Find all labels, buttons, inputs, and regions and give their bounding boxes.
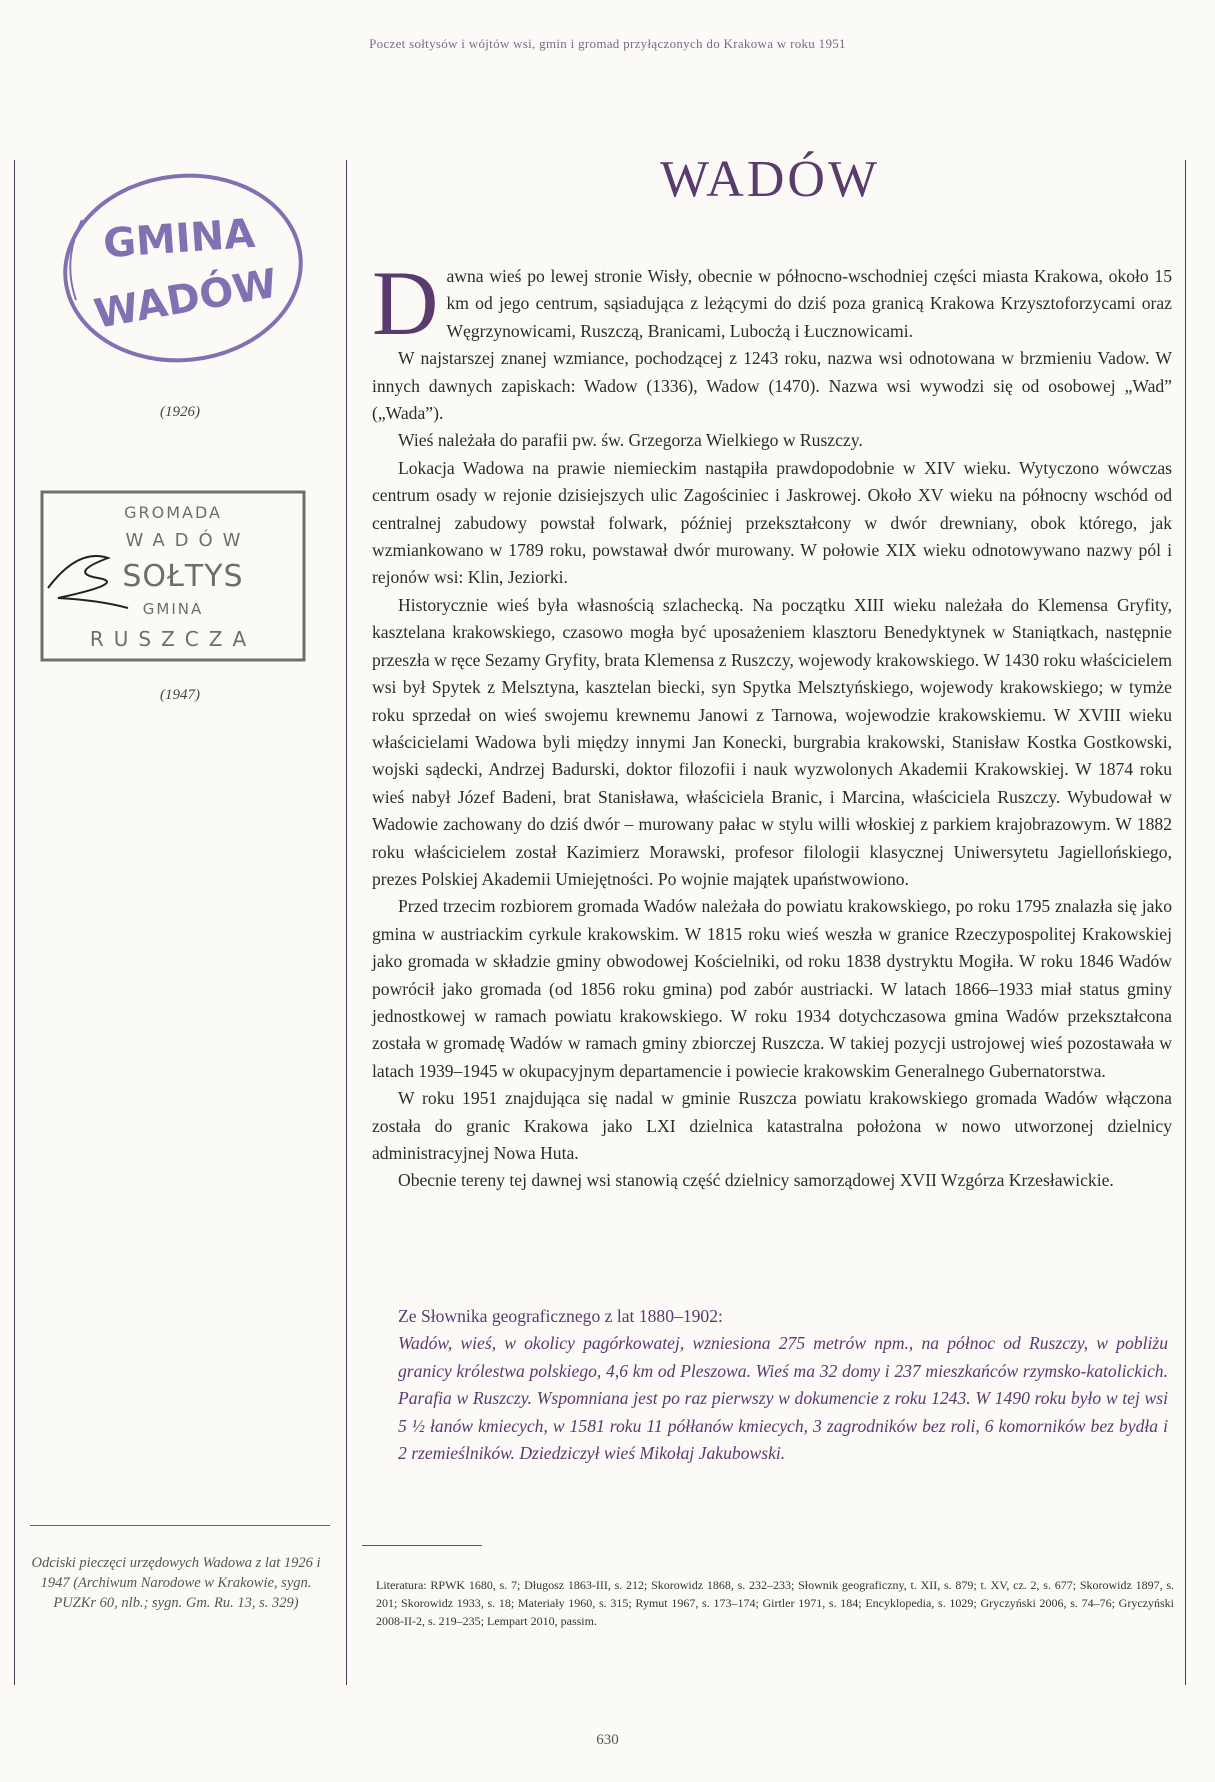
quote-intro: Ze Słownika geograficznego z lat 1880–1902: <box>398 1306 723 1326</box>
stamp-1926-line-2: WADÓW <box>90 260 281 338</box>
signature-scribble <box>48 556 128 608</box>
page-number: 630 <box>596 1732 619 1748</box>
column-divider-rule <box>346 160 347 1685</box>
left-caption-rule <box>30 1525 330 1526</box>
paragraph-4: Lokacja Wadowa na prawie niemieckim nastąpiła prawdopodobnie w XIV wieku. Wytyczono wówczas centrum osady w rejonie dzisiejszych ulic Zagościniec i Jaskrowej. Około XV wieku na północny wschód od centralnej zabudowy powstał folwark, później przekształcony w dwór drewniany, obok którego, jak wzmiankowano w 1789 roku, powstawał dwór murowany. W połowie XIX wieku odnotowywano nazwy pól i rejonów wsi: Klin, Jeziorki. <box>372 457 1172 588</box>
left-border-rule <box>14 160 15 1685</box>
dictionary-quote <box>398 1303 1168 1467</box>
paragraph-7: W roku 1951 znajdująca się nadal w gminie Ruszcza powiatu krakowskiego gromada Wadów włączona została do granic Krakowa jako LXI dzielnica katastralna położona w nowo utworzonej dzielnicy administracyjnej Nowa Huta. <box>372 1088 1172 1163</box>
stamp-1926-caption: (1926) <box>160 404 200 420</box>
stamp-1947-line-1: GROMADA <box>124 503 222 522</box>
stamp-1947-line-5: RUSZCZA <box>89 627 257 651</box>
page-title: WADÓW <box>659 151 881 208</box>
paragraph-1: Dawna wieś po lewej stronie Wisły, obecnie w północno-wschodniej części miasta Krakowa, około 15 km od jego centrum, sąsiadująca z leżącymi do dziś poza granicą Krakowa Krzysztoforzycami oraz Węgrzynowicami, Ruszczą, Branicami, Lubocżą i Łucznowicami. <box>372 252 1172 354</box>
stamp-1926-line-1: GMINA <box>101 210 257 268</box>
paragraph-5: Historycznie wieś była własnością szlachecką. Na początku XIII wieku należała do Klemensa Gryfity, kasztelana krakowskiego, czasowo mogła być uposażeniem klasztoru Benedyktynek w Staniątkach, następnie przeszła w ręce Sezamy Gryfity, brata Klemensa z Ruszczy, wojewody krakowskiego. W 1430 roku właścicielem wsi był Spytek z Melsztyna, kasztelan biecki, syn Spytka Melsztyńskiego, wojewody krakowskiego; w tymże roku sprzedał on wieś swojemu krewnemu Janowi z Tarnowa, wojewodzie krakowskiemu. W XVIII wieku właścicielami Wadowa byli między innymi Jan Konecki, burgrabia krakowski, Stanisław Kostka Gostkowski, wojski sądecki, Andrzej Badurski, doktor filozofii i nauk wyzwolonych Akademii Krakowskiej. W 1874 roku wieś nabył Józef Badeni, brat Stanisława, właściciela Branic, i Marcina, właściciela Ruszczy. Wybudował w Wadowie zachowany do dziś dwór – murowany pałac w stylu willi włoskiej z parkiem krajobrazowym. W 1882 roku właścicielem został Kazimierz Morawski, profesor filologii klasycznej Uniwersytetu Jagiellońskiego, prezes Polskiej Akademii Umiejętności. Po wojnie majątek upaństwowiono. <box>372 594 1172 889</box>
stamps-caption: Odciski pieczęci urzędowych Wadowa z lat 1926 i 1947 (Archiwum Narodowe w Krakowie, sygn. PUZKr 60, nlb.; sygn. Gm. Ru. 13, s. 329) <box>31 1555 321 1611</box>
drop-cap: D <box>372 252 439 354</box>
stamp-1947-image <box>38 488 308 664</box>
stamp-1947-line-2: WADÓW <box>125 530 251 551</box>
literature-footnote: Literatura: RPWK 1680, s. 7; Długosz 1863-III, s. 212; Skorowidz 1868, s. 232–233; Słownik geograficzny, t. XII, s. 879; t. XV, cz. 2, s. 677; Skorowidz 1897, s. 201; Skorowidz 1933, s. 18; Materiały 1960, s. 315; Rymut 1967, s. 173–174; Girtler 1971, s. 184; Encyklopedia, s. 1029; Gryczyński 2006, s. 74–76; Gryczyński 2008-II-2, s. 219–235; Lempart 2010, passim. <box>376 1578 1174 1628</box>
stamp-1947-line-4: GMINA <box>142 600 204 618</box>
paragraph-3: Wieś należała do parafii pw. św. Grzegorza Wielkiego w Ruszczy. <box>398 430 863 451</box>
stamp-1947-caption: (1947) <box>160 687 200 703</box>
stamp-1947-line-3: SOŁTYS <box>122 559 244 594</box>
paragraph-2: W najstarszej znanej wzmiance, pochodzącej z 1243 roku, nazwa wsi odnotowana w brzmieniu Vadow. W innych dawnych zapiskach: Wadow (1336), Wadow (1470). Nazwa wsi wywodzi się od osobowej „Wad” („Wada”). <box>372 348 1172 424</box>
running-head: Poczet sołtysów i wójtów wsi, gmin i gromad przyłączonych do Krakowa w roku 1951 <box>369 36 846 51</box>
right-border-rule <box>1185 160 1186 1685</box>
footnote-rule <box>362 1545 482 1546</box>
paragraph-6: Przed trzecim rozbiorem gromada Wadów należała do powiatu krakowskiego, po roku 1795 znalazła się jako gmina w austriackim cyrkule krakowskim. W 1815 roku wieś weszła w granice Rzeczypospolitej Krakowskiej jako gromada w składzie gminy obwodowej Kościelniki, od roku 1838 dystryktu Mogiła. W roku 1846 Wadów powrócił jako gromada (od 1856 roku gmina) pod zabór austriacki. W latach 1866–1933 miał status gminy jednostkowej w ramach powiatu krakowskiego. W roku 1934 dotychczasowa gmina Wadów przekształcona została w gromadę Wadów w ramach gminy zbiorczej Ruszcza. W takiej pozycji ustrojowej wieś pozostawała w latach 1939–1945 w okupacyjnym departamencie i powiecie krakowskim Generalnego Gubernatorstwa. <box>372 896 1172 1081</box>
quote-text: Wadów, wieś, w okolicy pagórkowatej, wzniesiona 275 metrów npm., na północ od Ruszczy, w pobliżu granicy królestwa polskiego, 4,6 km od Pleszowa. Wieś ma 32 domy i 237 mieszkańców rzymsko-katolickich. Parafia w Ruszczy. Wspomniana jest po raz pierwszy w dokumencie z roku 1243. W 1490 roku było w tej wsi 5 ½ łanów kmiecych, w 1581 roku 11 półłanów kmiecych, 3 zagrodników bez roli, 6 komorników bez bydła i 2 rzemieślników. Dziedziczył wieś Mikołaj Jakubowski. <box>398 1333 1168 1464</box>
paragraph-8: Obecnie tereny tej dawnej wsi stanowią część dzielnicy samorządowej XVII Wzgórza Krzesławickie. <box>398 1170 1114 1191</box>
stamp-1926-image <box>52 160 314 375</box>
main-text <box>372 252 1172 1195</box>
